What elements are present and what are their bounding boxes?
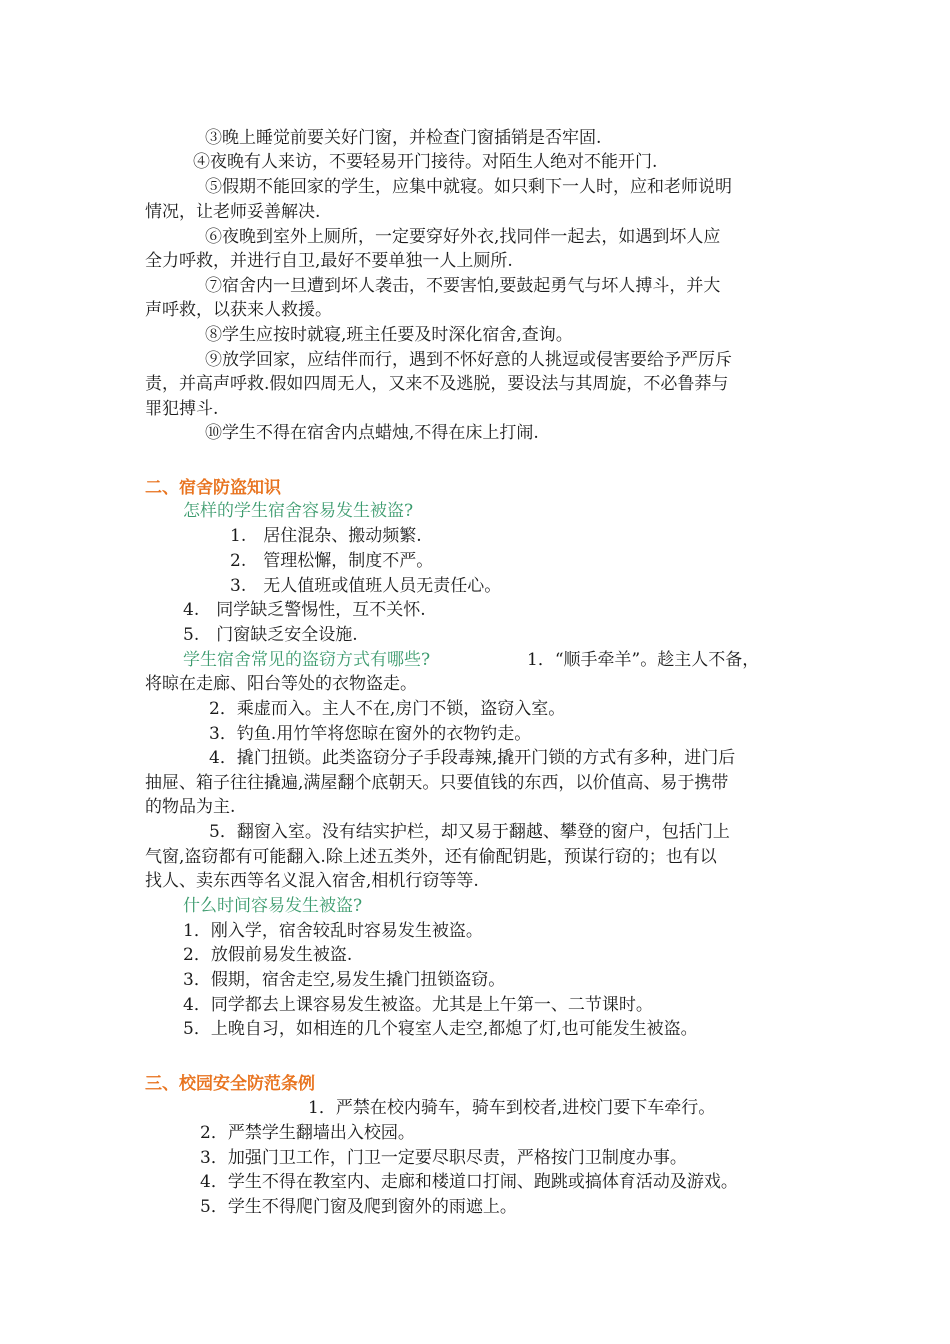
list-item: 2. 管理松懈，制度不严。 xyxy=(230,551,434,571)
list-item: 3．加强门卫工作，门卫一定要尽职尽责，严格按门卫制度办事。 xyxy=(200,1148,687,1168)
list-item: 1．刚入学，宿舍较乱时容易发生被盗。 xyxy=(183,921,483,941)
paragraph-line: 情况，让老师妥善解决. xyxy=(145,202,321,222)
list-item: 2．乘虚而入。主人不在,房门不锁，盗窃入室。 xyxy=(209,699,566,719)
paragraph-line: ④夜晚有人来访，不要轻易开门接待。对陌生人绝对不能开门. xyxy=(193,152,658,172)
list-item: 4. 同学缺乏警惕性，互不关怀. xyxy=(183,600,426,620)
paragraph-line: 抽屉、箱子往往撬遍,满屋翻个底朝天。只要值钱的东西，以价值高、易于携带 xyxy=(145,773,729,793)
paragraph-line: ⑥夜晚到室外上厕所，一定要穿好外衣,找同伴一起去，如遇到坏人应 xyxy=(205,227,721,247)
list-item: 2．严禁学生翻墙出入校园。 xyxy=(200,1123,415,1143)
paragraph-line: 的物品为主. xyxy=(145,797,236,817)
list-item: 4．同学都去上课容易发生被盗。尤其是上午第一、二节课时。 xyxy=(183,995,653,1015)
list-item: 3．假期，宿舍走空,易发生撬门扭锁盗窃。 xyxy=(183,970,506,990)
question-heading: 怎样的学生宿舍容易发生被盗? xyxy=(183,501,414,521)
section-heading: 三、校园安全防范条例 xyxy=(145,1074,315,1094)
question-heading: 学生宿舍常见的盗窃方式有哪些? xyxy=(183,650,431,670)
list-item: 1．严禁在校内骑车，骑车到校者,进校门要下车牵行。 xyxy=(308,1098,716,1118)
list-item: 5．翻窗入室。没有结实护栏，却又易于翻越、攀登的窗户，包括门上 xyxy=(209,822,730,842)
paragraph-line: ⑩学生不得在宿舍内点蜡烛,不得在床上打闹. xyxy=(205,423,539,443)
question-heading: 什么时间容易发生被盗? xyxy=(183,896,363,916)
paragraph-line: 将晾在走廊、阳台等处的衣物盗走。 xyxy=(145,674,417,694)
list-item: 4．撬门扭锁。此类盗窃分子手段毒辣,撬开门锁的方式有多种，进门后 xyxy=(209,748,736,768)
paragraph-line: 找人、卖东西等名义混入宿舍,相机行窃等等. xyxy=(145,871,479,891)
list-item: 5. 门窗缺乏安全设施. xyxy=(183,625,358,645)
list-item: 1．“顺手牵羊”。趁主人不备， xyxy=(527,650,760,670)
paragraph-line: ⑧学生应按时就寝,班主任要及时深化宿舍,查询。 xyxy=(205,325,573,345)
list-item: 5．学生不得爬门窗及爬到窗外的雨遮上。 xyxy=(200,1197,517,1217)
paragraph-line: ⑦宿舍内一旦遭到坏人袭击，不要害怕,要鼓起勇气与坏人搏斗，并大 xyxy=(205,276,721,296)
paragraph-line: ③晚上睡觉前要关好门窗，并检查门窗插销是否牢固. xyxy=(205,128,602,148)
list-item: 5．上晚自习，如相连的几个寝室人走空,都熄了灯,也可能发生被盗。 xyxy=(183,1019,698,1039)
paragraph-line: 全力呼救，并进行自卫,最好不要单独一人上厕所. xyxy=(145,251,513,271)
list-item: 3. 无人值班或值班人员无责任心。 xyxy=(230,576,502,596)
paragraph-line: 责，并高声呼救.假如四周无人，又来不及逃脱，要设法与其周旋，不必鲁莽与 xyxy=(145,374,729,394)
paragraph-line: 罪犯搏斗. xyxy=(145,399,219,419)
list-item: 3．钓鱼.用竹竿将您晾在窗外的衣物钓走。 xyxy=(209,724,532,744)
paragraph-line: ⑨放学回家，应结伴而行，遇到不怀好意的人挑逗或侵害要给予严厉斥 xyxy=(205,350,732,370)
section-heading: 二、宿舍防盗知识 xyxy=(145,478,281,498)
paragraph-line: ⑤假期不能回家的学生，应集中就寝。如只剩下一人时，应和老师说明 xyxy=(205,177,732,197)
list-item: 4．学生不得在教室内、走廊和楼道口打闹、跑跳或搞体育活动及游戏。 xyxy=(200,1172,738,1192)
list-item: 2．放假前易发生被盗. xyxy=(183,945,353,965)
paragraph-line: 声呼救，以获来人救援。 xyxy=(145,300,332,320)
paragraph-line: 气窗,盗窃都有可能翻入.除上述五类外，还有偷配钥匙，预谋行窃的；也有以 xyxy=(145,847,717,867)
list-item: 1. 居住混杂、搬动频繁. xyxy=(230,526,422,546)
